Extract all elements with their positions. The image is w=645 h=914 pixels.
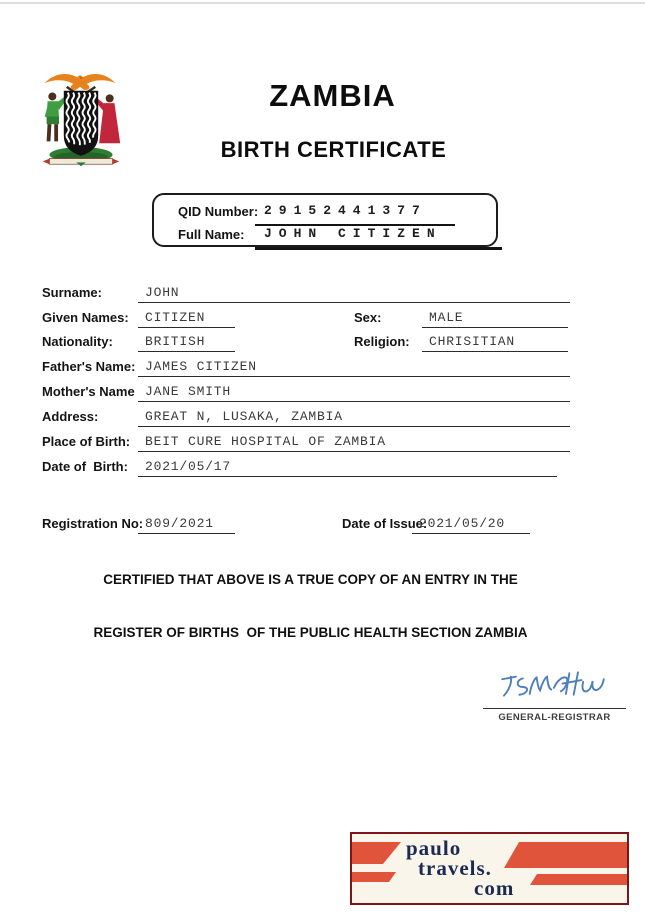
document-title: BIRTH CERTIFICATE [220,137,447,162]
mother-name-value: JANE SMITH [138,382,570,402]
address-value: GREAT N, LUSAKA, ZAMBIA [138,407,570,427]
logo-word-com: com [474,876,515,900]
sex-label: Sex: [354,310,382,325]
registration-no-label: Registration No: [42,516,144,531]
religion-label: Religion: [354,334,410,349]
father-name-label: Father's Name: [42,359,136,374]
sex-value: MALE [422,308,568,328]
id-summary-box [152,193,498,247]
mother-name-label: Mother's Name [42,384,135,399]
date-of-birth-value: 2021/05/17 [138,457,557,477]
nationality-label: Nationality: [42,334,113,349]
date-of-issue-label: Date of Issue: [342,516,428,531]
address-label: Address: [42,409,99,424]
registrar-signature-scribble [497,666,609,708]
surname-label: Surname: [42,285,102,300]
surname-value: JOHN [138,283,570,303]
certification-line-2: REGISTER OF BIRTHS OF THE PUBLIC HEALTH SECTION ZAMBIA [93,625,528,640]
nationality-value: BRITISH [138,332,235,352]
signature-line [483,708,626,709]
country-title: ZAMBIA [269,78,396,113]
full-name-value: JOHN CITIZEN [264,226,442,241]
qid-number-value: 29152441377 [264,203,427,218]
page-top-edge [0,2,645,4]
place-of-birth-label: Place of Birth: [42,434,131,449]
full-name-underline [255,247,502,250]
registration-no-value: 809/2021 [138,514,235,534]
place-of-birth-value: BEIT CURE HOSPITAL OF ZAMBIA [138,432,570,452]
registrar-title: GENERAL-REGISTRAR [498,712,611,723]
certification-line-1: CERTIFIED THAT ABOVE IS A TRUE COPY OF AN ENTRY IN THE [103,572,518,587]
religion-value: CHRISITIAN [422,332,568,352]
qid-number-underline [255,224,455,226]
full-name-label: Full Name: [178,227,245,242]
paulotravels-logo [350,832,629,905]
logo-word-travels: travels. [418,856,492,880]
logo-word-paulo: paulo [406,836,462,860]
given-names-value: CITIZEN [138,308,235,328]
father-name-value: JAMES CITIZEN [138,357,570,377]
date-of-birth-label: Date of Birth: [42,459,128,474]
date-of-issue-value: 2021/05/20 [412,514,530,534]
qid-number-label: QID Number: [178,204,259,219]
given-names-label: Given Names: [42,310,129,325]
